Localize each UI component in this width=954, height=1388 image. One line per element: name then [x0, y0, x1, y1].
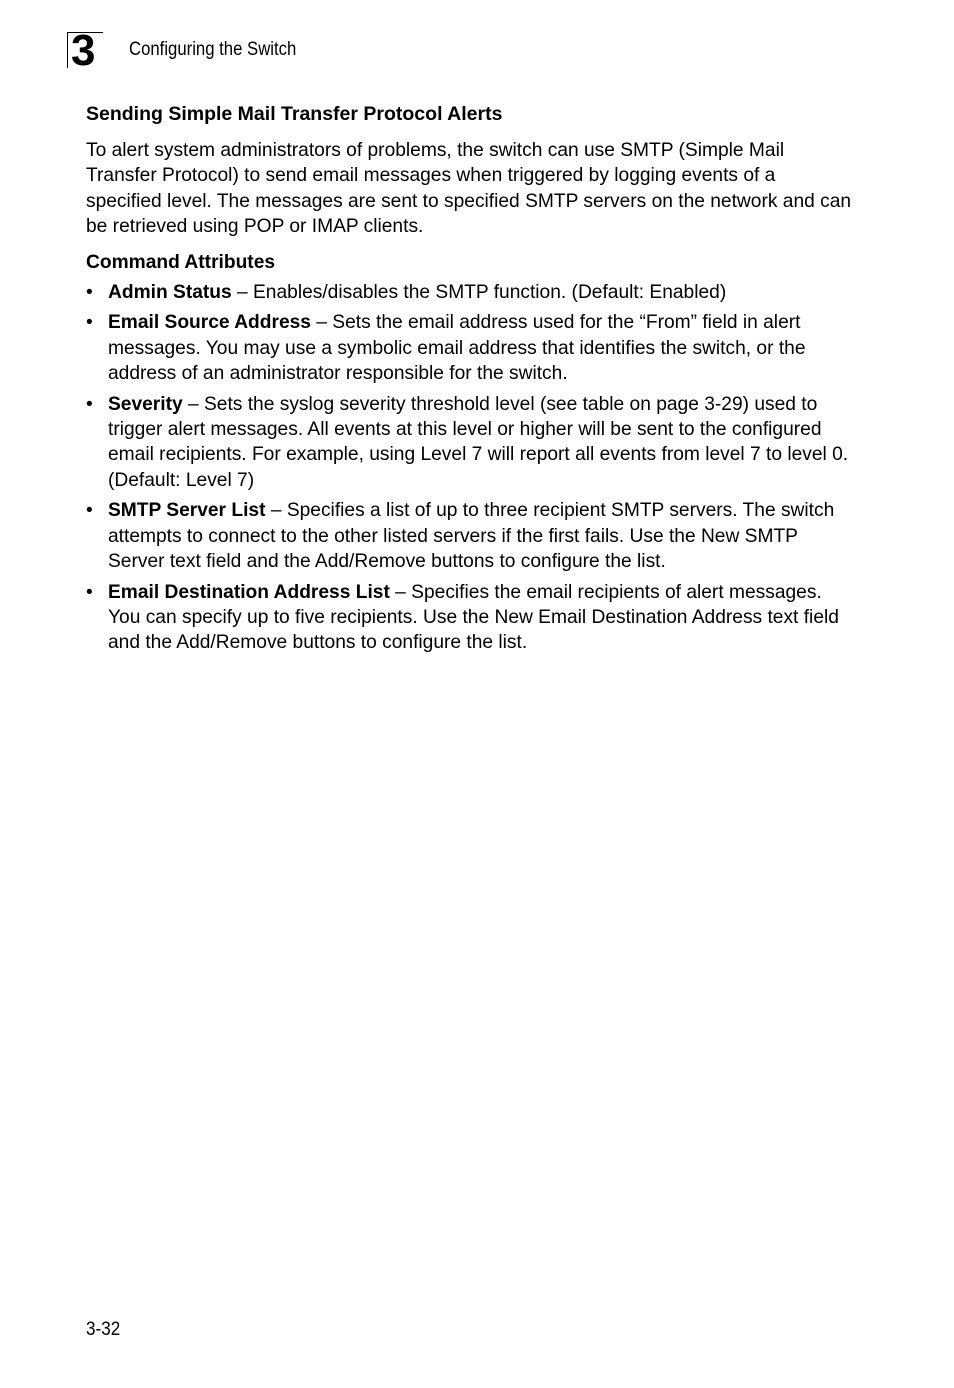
section-title: Sending Simple Mail Transfer Protocol Alerts: [86, 103, 503, 125]
list-item-severity: [86, 392, 856, 494]
running-title: Configuring the Switch: [129, 39, 297, 60]
bullet-icon: •: [86, 500, 93, 522]
chapter-number: 3: [71, 26, 95, 75]
attributes-list: [86, 280, 856, 656]
intro-paragraph: To alert system administrators of problems, the switch can use SMTP (Simple Mail Transfer Protocol) to send email messages when triggered by logging events of a specified level. The messages are sent to specified SMTP servers on the network and can be retrieved using POP or IMAP clients.: [86, 140, 852, 238]
attribute-description: – Sets the syslog severity threshold level (see table on page 3-29) used to trigger alert messages. All events at this level or higher will be sent to the configured email recipients. For example, using Level 7 will report all events from level 7 to level 0. (Default: Level 7): [108, 393, 849, 491]
list-item-smtp-server-list: [86, 498, 856, 574]
bullet-icon: •: [86, 393, 93, 415]
attribute-term: SMTP Server List: [108, 500, 266, 522]
attribute-term: Email Source Address: [108, 312, 311, 334]
list-item-admin-status: [86, 280, 856, 305]
bullet-icon: •: [86, 581, 93, 603]
attribute-term: Severity: [108, 393, 183, 415]
attribute-description: – Sets the email address used for the “From” field in alert messages. You may use a symbolic email address that identifies the switch, or the address of an administrator responsible for the switch.: [108, 312, 806, 385]
bullet-icon: •: [86, 282, 93, 304]
list-item-email-destination-address-list: [86, 580, 856, 656]
attribute-description: – Specifies a list of up to three recipient SMTP servers. The switch attempts to connect to the other listed servers if the first fails. Use the New SMTP Server text field and the Add/Remove buttons to configure the list.: [108, 500, 835, 573]
attributes-heading: Command Attributes: [86, 251, 276, 273]
page-number: 3-32: [86, 1319, 121, 1340]
attribute-description: – Specifies the email recipients of alert messages. You can specify up to five recipients. Use the New Email Destination Address text field and the Add/Remove buttons to configure the list.: [108, 581, 839, 654]
list-item-email-source-address: [86, 310, 856, 386]
bullet-icon: •: [86, 312, 93, 334]
attribute-term: Admin Status: [108, 282, 232, 304]
attribute-term: Email Destination Address List: [108, 581, 390, 603]
main-content: [86, 101, 856, 661]
attribute-description: – Enables/disables the SMTP function. (Default: Enabled): [231, 282, 727, 304]
